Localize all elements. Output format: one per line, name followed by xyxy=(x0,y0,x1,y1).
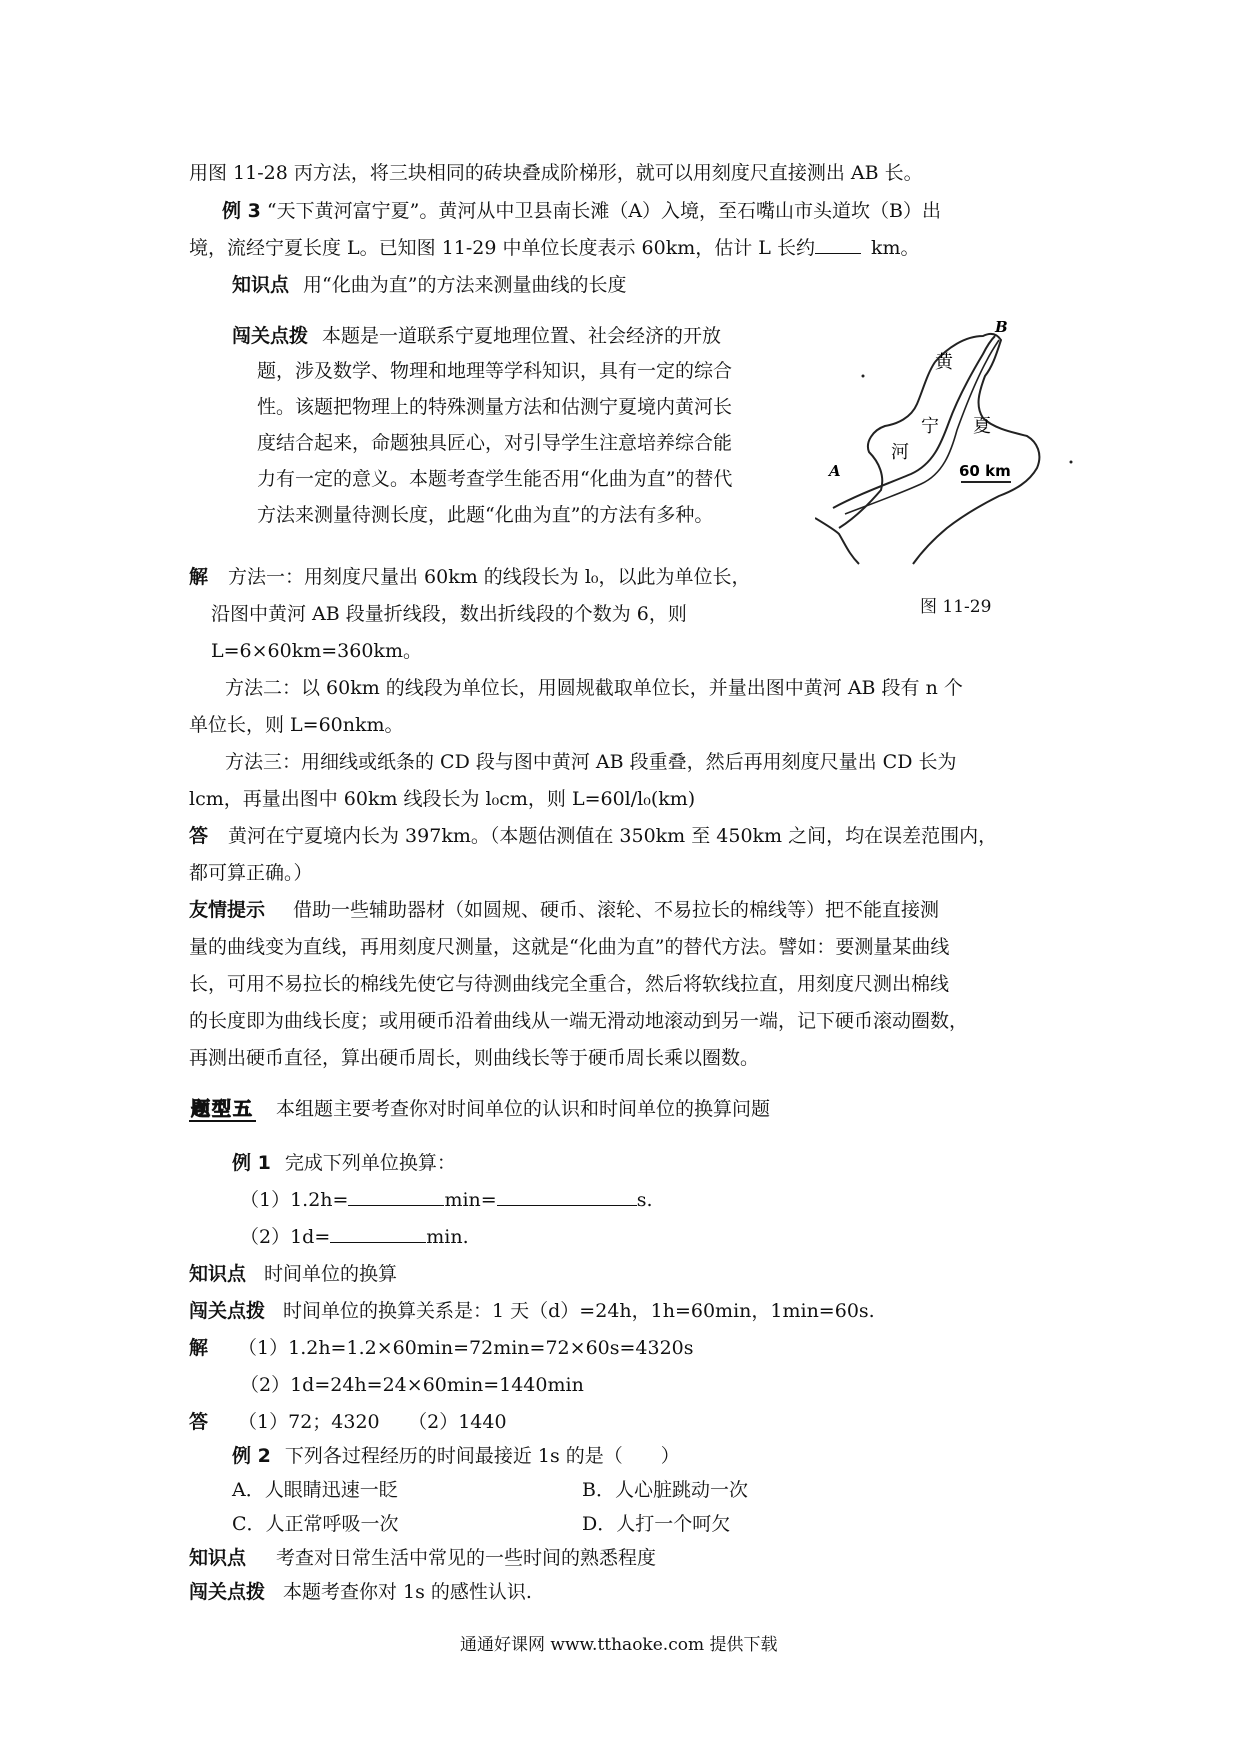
page-footer: 通通好课网 www.tthaoke.com 提供下载 xyxy=(460,1635,778,1655)
example-label: 例 1 xyxy=(232,1152,271,1174)
solution-text: lcm，再量出图中 60km 线段长为 l₀cm，则 L=60l/l₀(km) xyxy=(189,788,696,810)
answer-label: 答 xyxy=(189,1411,209,1433)
point-a-label: A xyxy=(829,462,841,480)
knowledge-point xyxy=(189,1545,656,1571)
solution-text: 方法一：用刻度尺量出 60km 的线段长为 l₀，以此为单位长， xyxy=(228,566,751,588)
hint-line-1 xyxy=(189,897,939,923)
tip-label: 闯关点拨 xyxy=(189,1300,266,1322)
answer-blank[interactable] xyxy=(497,1187,637,1206)
question-text: s. xyxy=(636,1189,653,1211)
question-text: min= xyxy=(444,1189,497,1211)
type-five-text: 本组题主要考查你对时间单位的认识和时间单位的换算问题 xyxy=(276,1098,771,1120)
knowledge-label: 知识点 xyxy=(232,274,290,296)
answer-line xyxy=(189,1409,507,1435)
tip-line xyxy=(189,1298,875,1324)
option-b[interactable]: B．人心脏跳动一次 xyxy=(582,1479,748,1501)
region-char-ning: 宁 xyxy=(921,416,939,437)
question-text: （2）1d= xyxy=(240,1226,331,1248)
tip-text: 时间单位的换算关系是：1 天（d）=24h，1h=60min，1min=60s. xyxy=(283,1300,875,1322)
solution-text: 方法二：以 60km 的线段为单位长，用圆规截取单位长，并量出图中黄河 AB 段有 n 个 xyxy=(225,677,963,699)
point-b-label: B xyxy=(995,318,1008,336)
type-five-heading xyxy=(189,1096,770,1122)
hint-text: 的长度即为曲线长度；或用硬币沿着曲线从一端无滑动地滚动到另一端，记下硬币滚动圈数， xyxy=(189,1010,969,1032)
tip-text: 力有一定的意义。本题考查学生能否用“化曲为直”的替代 xyxy=(257,468,733,490)
answer-blank[interactable] xyxy=(330,1224,426,1243)
example-1-q2 xyxy=(240,1224,469,1250)
solution-text: （2）1d=24h=24×60min=1440min xyxy=(240,1374,584,1396)
example-3-line-2 xyxy=(189,235,919,261)
region-char-xia: 夏 xyxy=(973,416,991,437)
option-c[interactable]: C．人正常呼吸一次 xyxy=(232,1513,399,1535)
figure-caption: 图 11-29 xyxy=(920,597,992,617)
tip-line-1 xyxy=(232,323,721,349)
solution-line-1 xyxy=(189,1335,694,1361)
yellow-river-map xyxy=(815,318,1075,578)
example-1-line xyxy=(232,1150,456,1176)
scale-label: 60 km xyxy=(959,462,1011,480)
tip-text: 题，涉及数学、物理和地理等学科知识，具有一定的综合 xyxy=(257,360,733,382)
region-char-huang: 黄 xyxy=(935,352,953,373)
tip-text: 方法来测量待测长度，此题“化曲为直”的方法有多种。 xyxy=(257,504,714,526)
solution-text: L=6×60km=360km。 xyxy=(211,640,422,662)
tip-text: 本题是一道联系宁夏地理位置、社会经济的开放 xyxy=(322,325,722,347)
hint-text: 量的曲线变为直线，再用刻度尺测量，这就是“化曲为直”的替代方法。譬如：要测量某曲线 xyxy=(189,936,950,958)
example-text: 下列各过程经历的时间最接近 1s 的是（ ） xyxy=(284,1445,680,1467)
solution-line-1 xyxy=(189,564,751,590)
answer-line-1 xyxy=(189,823,997,849)
answer-blank[interactable] xyxy=(348,1187,444,1206)
solution-label: 解 xyxy=(189,1337,209,1359)
answer-text: （1）72；4320 （2）1440 xyxy=(238,1411,507,1433)
tip-text: 性。该题把物理上的特殊测量方法和估测宁夏境内黄河长 xyxy=(257,396,733,418)
answer-label: 答 xyxy=(189,825,209,847)
tip-label: 闯关点拨 xyxy=(232,325,309,347)
question-text: （1）1.2h= xyxy=(240,1189,349,1211)
tip-label: 闯关点拨 xyxy=(189,1581,266,1603)
knowledge-point xyxy=(232,272,626,298)
knowledge-label: 知识点 xyxy=(189,1263,247,1285)
solution-label: 解 xyxy=(189,566,209,588)
hint-label: 友情提示 xyxy=(189,899,266,921)
hint-text: 再测出硬币直径，算出硬币周长，则曲线长等于硬币周长乘以圈数。 xyxy=(189,1047,760,1069)
solution-text: （1）1.2h=1.2×60min=72min=72×60s=4320s xyxy=(238,1337,694,1359)
hint-text: 长，可用不易拉长的棉线先使它与待测曲线完全重合，然后将软线拉直，用刻度尺测出棉线 xyxy=(189,973,950,995)
knowledge-label: 知识点 xyxy=(189,1547,247,1569)
solution-text: 单位长，则 L=60nkm。 xyxy=(189,714,404,736)
example-text: 完成下列单位换算： xyxy=(284,1152,456,1174)
intro-line: 用图 11-28 丙方法，将三块相同的砖块叠成阶梯形，就可以用刻度尺直接测出 AB 长。 xyxy=(189,162,923,184)
type-five-badge: 题型五 xyxy=(191,1098,255,1120)
question-text: min. xyxy=(426,1226,469,1248)
solution-text: 方法三：用细线或纸条的 CD 段与图中黄河 AB 段重叠，然后再用刻度尺量出 CD 长为 xyxy=(225,751,957,773)
example-label: 例 3 xyxy=(222,200,261,222)
example-3-line-1 xyxy=(222,198,941,224)
option-a[interactable]: A．人眼睛迅速一眨 xyxy=(232,1479,398,1501)
answer-blank[interactable] xyxy=(815,235,861,254)
hint-text: 借助一些辅助器材（如圆规、硬币、滚轮、不易拉长的棉线等）把不能直接测 xyxy=(293,899,940,921)
answer-text: 都可算正确。） xyxy=(189,862,313,884)
example-1-q1 xyxy=(240,1187,653,1213)
answer-text: 黄河在宁夏境内长为 397km。（本题估测值在 350km 至 450km 之间，均在误差范围内， xyxy=(228,825,998,847)
knowledge-point xyxy=(189,1261,397,1287)
knowledge-text: 用“化曲为直”的方法来测量曲线的长度 xyxy=(303,274,627,296)
example-text: km。 xyxy=(870,237,920,259)
river-char-he: 河 xyxy=(891,442,909,463)
tip-text: 本题考查你对 1s 的感性认识. xyxy=(283,1581,532,1603)
knowledge-text: 考查对日常生活中常见的一些时间的熟悉程度 xyxy=(276,1547,657,1569)
tip-line xyxy=(189,1579,532,1605)
knowledge-text: 时间单位的换算 xyxy=(264,1263,398,1285)
option-d[interactable]: D．人打一个呵欠 xyxy=(582,1513,731,1535)
solution-text: 沿图中黄河 AB 段量折线段，数出折线段的个数为 6，则 xyxy=(211,603,687,625)
tip-text: 度结合起来，命题独具匠心，对引导学生注意培养综合能 xyxy=(257,432,733,454)
example-text: 境，流经宁夏长度 L。已知图 11-29 中单位长度表示 60km，估计 L 长约 xyxy=(189,237,815,259)
example-text: “天下黄河富宁夏”。黄河从中卫县南长滩（A）入境，至石嘴山市头道坎（B）出 xyxy=(266,200,942,222)
example-label: 例 2 xyxy=(232,1445,271,1467)
example-2-line xyxy=(232,1443,680,1469)
